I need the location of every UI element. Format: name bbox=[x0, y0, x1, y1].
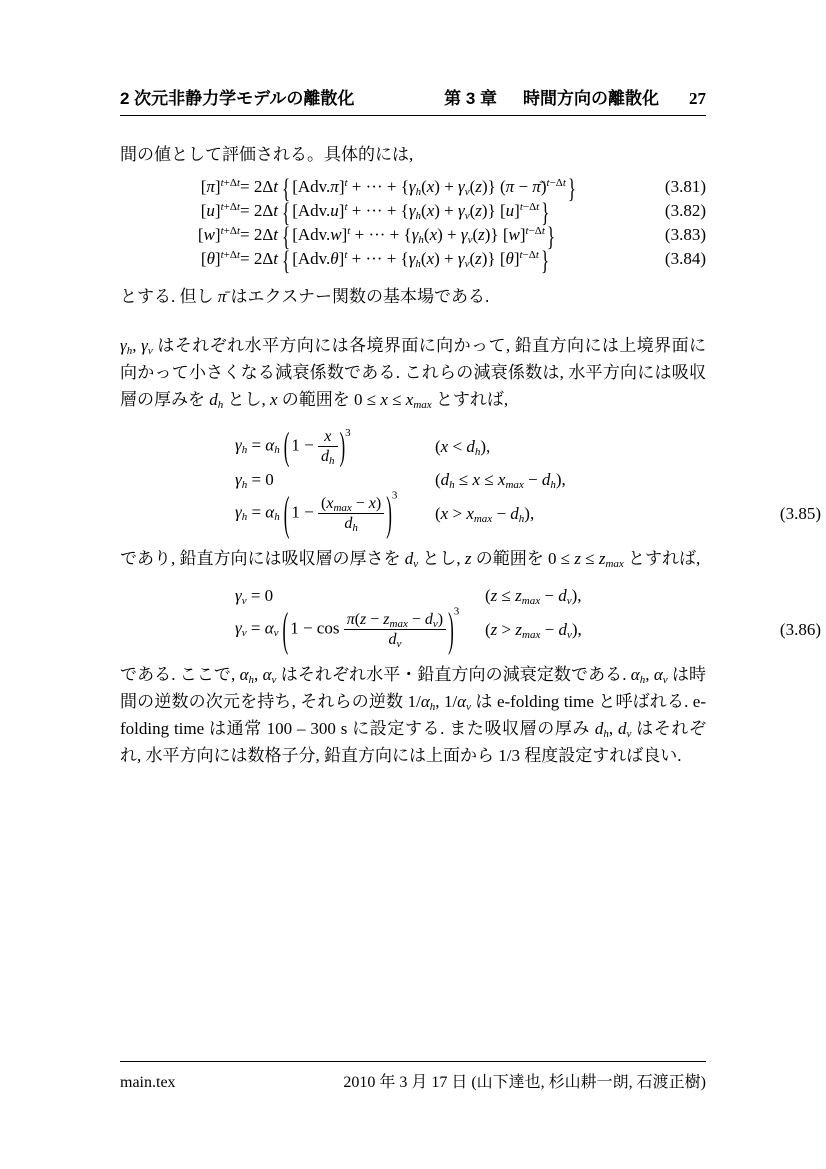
equation-row bbox=[120, 424, 821, 469]
page-number: 27 bbox=[689, 89, 706, 108]
equation-lhs: $[\pi]^{t+\Delta t}$ bbox=[200, 176, 240, 196]
running-head-chapter-title: 時間方向の離散化 bbox=[523, 89, 659, 108]
equation-row bbox=[120, 486, 821, 541]
page-footer bbox=[120, 1061, 706, 1092]
equation-group-385 bbox=[120, 424, 821, 541]
paragraph: である. ここで, αh, αv はそれぞれ水平・鉛直方向の減衰定数である. αh, αv は時間の逆数の次元を持ち, それらの逆数 1/αh, 1/αv は e-folding time と呼ばれる. e-folding time は通常 100 – 300 s に設定する. また吸収層の厚み dh, dv はそれぞれ, 水平方向には数格子分, 鉛直方向には上面から 1/3 程度設定すれば良い. bbox=[120, 665, 707, 765]
equation-number: (3.82) bbox=[664, 201, 706, 220]
page-header bbox=[120, 84, 706, 116]
equation-row bbox=[120, 172, 706, 204]
footer-filename: main.tex bbox=[120, 1074, 176, 1091]
paragraph: γh, γv はそれぞれ水平方向には各境界面に向かって, 鉛直方向には上境界面に向かって小さくなる減衰係数である. これらの減衰係数は, 水平方向には吸収層の厚みを dh とし, x の範囲を 0 ≤ x ≤ xmax とすれば, bbox=[120, 336, 707, 411]
equation-lhs: $[w]^{t+\Delta t}$ bbox=[197, 224, 240, 244]
equation-number: (3.85) bbox=[779, 503, 821, 523]
equation-row bbox=[120, 196, 706, 228]
equation-number: (3.81) bbox=[664, 177, 706, 196]
equation-body: = 2Δt { $[Adv.\theta]^t$ + ··· + {γh(x) + γv(z)} $[\theta]^{t-\Delta t}$ } bbox=[240, 244, 550, 276]
equation-expression: γv = αv ( 1 − cos π(z − zmax − dv) dv )$^3$ bbox=[235, 602, 460, 657]
equation-row bbox=[120, 244, 706, 276]
running-head-chapter: 第 3 章 bbox=[444, 89, 497, 108]
equation-body: = 2Δt { $[Adv.w]^t$ + ··· + {γh(x) + γv(z)} $[w]^{t-\Delta t}$ } bbox=[240, 220, 556, 252]
equation-group-386 bbox=[120, 586, 821, 657]
equation-number: (3.86) bbox=[779, 619, 821, 639]
paragraph: とする. 但し π̄ はエクスナー関数の基本場である. bbox=[120, 287, 490, 306]
equation-condition: (z > zmax − dv), bbox=[485, 619, 582, 641]
equation-row bbox=[120, 586, 821, 606]
equation-row bbox=[120, 602, 821, 657]
equation-expression: γh = 0 bbox=[235, 470, 274, 491]
equation-number: (3.83) bbox=[664, 225, 706, 244]
equation-body: = 2Δt { $[Adv.u]^t$ + ··· + {γh(x) + γv(z)} $[u]^{t-\Delta t}$ } bbox=[240, 196, 550, 228]
equation-lhs: $[u]^{t+\Delta t}$ bbox=[200, 200, 240, 220]
equation-expression: γh = αh ( 1 − $\frac{x}{dh}$ )$^3$ bbox=[235, 424, 351, 469]
paragraph: であり, 鉛直方向には吸収層の厚さを dv とし, z の範囲を 0 ≤ z ≤ zmax とすれば, bbox=[120, 549, 701, 570]
equation-condition: (dh ≤ x ≤ xmax − dh), bbox=[435, 470, 566, 491]
equation-condition: (z ≤ zmax − dv), bbox=[485, 586, 582, 607]
equation-expression: γv = 0 bbox=[235, 586, 274, 607]
equation-row bbox=[120, 470, 821, 490]
page-body bbox=[120, 141, 821, 769]
equation-body: = 2Δt { $[Adv.\pi]^t$ + ··· + {γh(x) + γv(z)} (π − π̄)$^{t-\Delta t}$ } bbox=[240, 172, 577, 204]
equation-expression: γh = αh ( 1 − (xmax − x) dh )$^3$ bbox=[235, 486, 398, 541]
equation-lhs: $[\theta]^{t+\Delta t}$ bbox=[200, 248, 240, 268]
equation-number: (3.84) bbox=[664, 249, 706, 268]
equation-condition: (x < dh), bbox=[435, 436, 491, 458]
equation-row bbox=[120, 220, 706, 252]
footer-date-authors: 2010 年 3 月 17 日 (山下達也, 杉山耕一朗, 石渡正樹) bbox=[343, 1074, 706, 1091]
equation-condition: (x > xmax − dh), bbox=[435, 503, 535, 525]
equation-group-381-384 bbox=[120, 172, 706, 276]
paragraph: 間の値として評価される。具体的には, bbox=[120, 145, 414, 164]
running-head-section: 2 次元非静力学モデルの離散化 bbox=[120, 89, 355, 108]
